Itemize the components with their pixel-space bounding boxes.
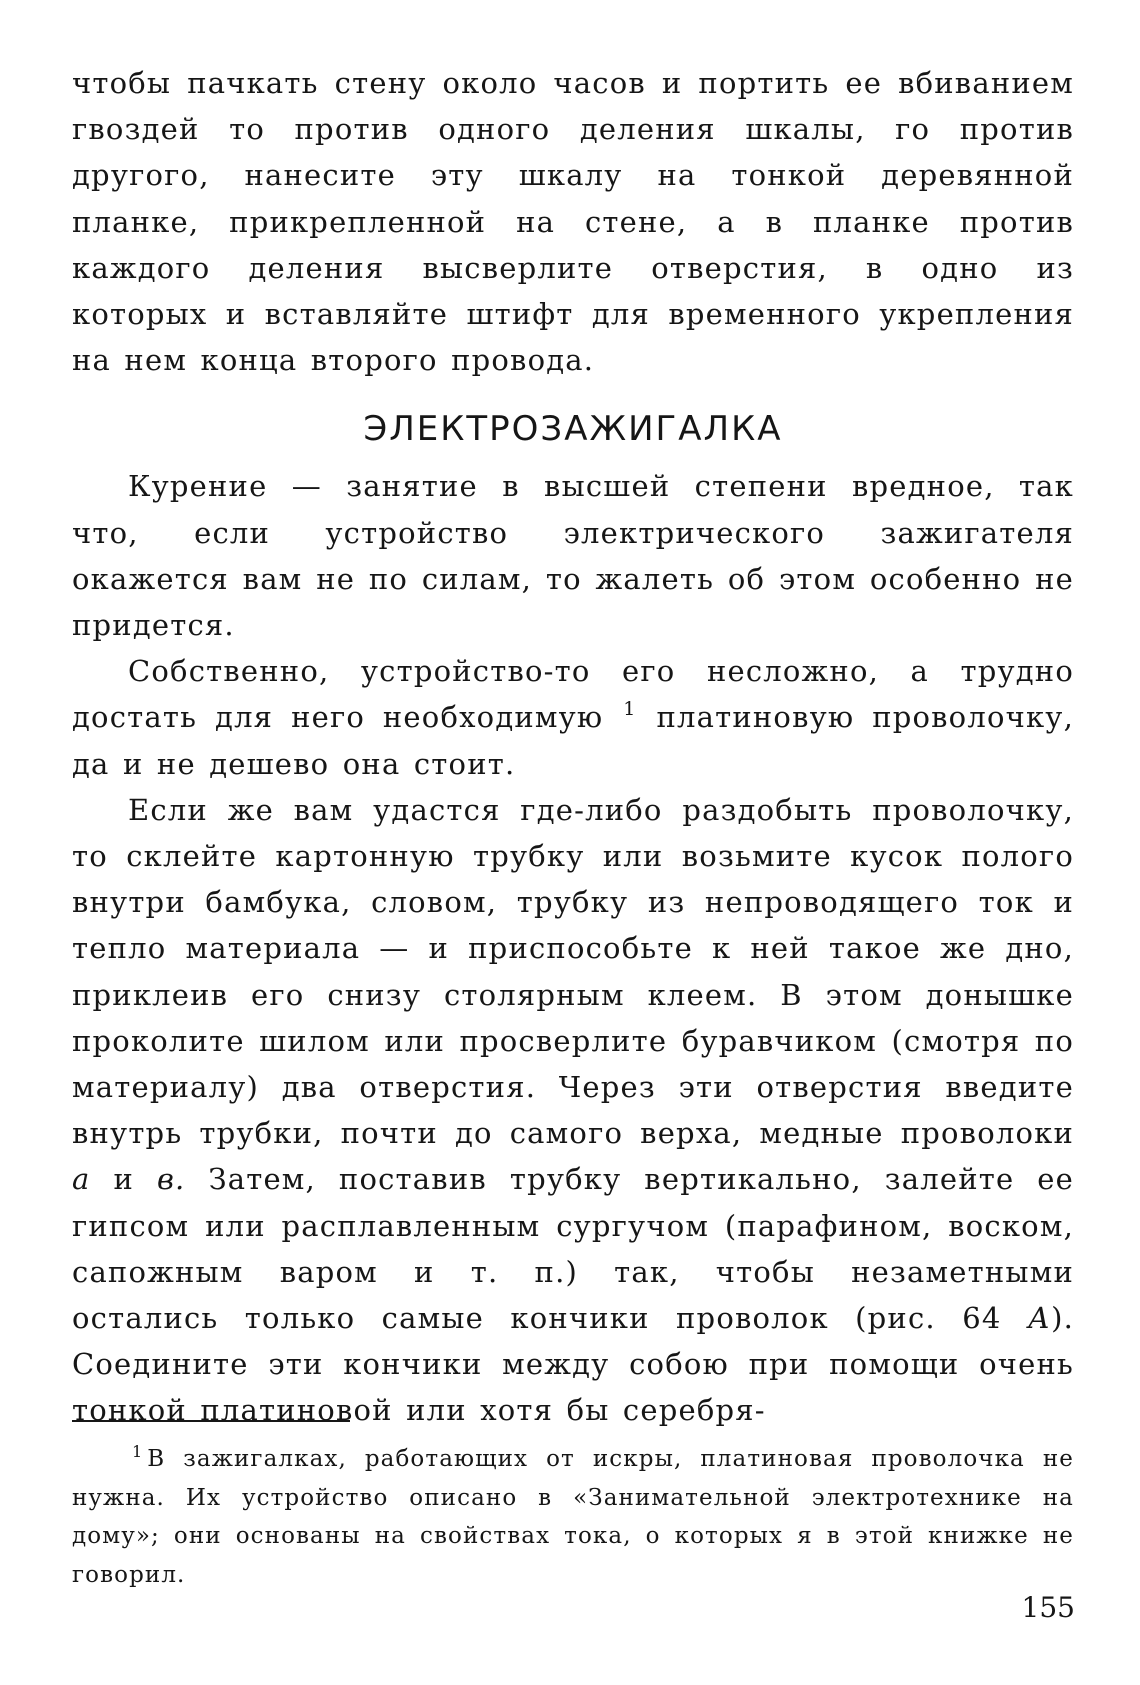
- footnote-text: В зажигалках, работающих от искры, платиновая проволочка не нужна. Их устройство описано в «Занимательной электротехнике на дому»; они основаны на свойствах тока, о которых я в этой книжке не говорил.: [72, 1446, 1074, 1588]
- paragraph-3-part-2: Затем, поставив трубку вертикально, залейте ее гипсом или расплавленным сургучом (парафином, воском, сапожным варом и т. п.) так, чтобы незаметными остались только самые кончики проволок (рис. 64: [72, 1162, 1075, 1336]
- paragraph-assembly: [72, 787, 1074, 1434]
- footnote-reference: 1: [623, 698, 637, 721]
- paragraph-3-part-3: ). Соедините эти кончики между собою при помощи очень тонкой платиновой или хотя бы серебря-: [72, 1301, 1074, 1428]
- footnote-divider: [72, 1420, 350, 1422]
- paragraph-2-text-before-ref: Собственно, устройство-то его несложно, а трудно достать для него необходимую: [72, 654, 1074, 735]
- footnote: [72, 1440, 1074, 1594]
- wire-b-label: в.: [156, 1162, 186, 1197]
- figure-letter: А: [1027, 1301, 1052, 1336]
- footnote-marker: 1: [132, 1442, 144, 1461]
- main-text-column: [72, 60, 1074, 1434]
- conjunction: и: [113, 1162, 134, 1197]
- continued-paragraph: чтобы пачкать стену около часов и портить ее вбиванием гвоздей то против одного деления шкалы, го против другого, нанесите эту шкалу на тонкой деревянной планке, прикрепленной на стене, а в планке против каждого деления высверлите отверстия, в одно из которых и вставляйте штифт для временного укрепления на нем конца второго провода.: [72, 66, 1074, 378]
- section-heading: ЭЛЕКТРОЗАЖИГАЛКА: [363, 409, 783, 450]
- page-number: 155: [1021, 1591, 1075, 1624]
- paragraph-platinum-wire: [72, 648, 1074, 787]
- paragraph-smoking: Курение — занятие в высшей степени вредное, так что, если устройство электрического зажигателя окажется вам не по силам, то жалеть об этом особенно не придется.: [72, 469, 1074, 643]
- paragraph-3-part-1: Если же вам удастся где-либо раздобыть проволочку, то склейте картонную трубку или возьмите кусок полого внутри бамбука, словом, трубку из непроводящего ток и тепло материала — и приспособьте к ней такое же дно, приклеив его снизу столярным клеем. В этом донышке проколите шилом или просверлите буравчиком (смотря по материалу) два отверстия. Через эти отверстия введите внутрь трубки, почти до самого верха, медные проволоки: [72, 792, 1074, 1151]
- paragraph-2-text-after-ref: платиновую проволочку, да и не дешево она стоит.: [72, 700, 1074, 781]
- wire-a-label: а: [72, 1162, 91, 1197]
